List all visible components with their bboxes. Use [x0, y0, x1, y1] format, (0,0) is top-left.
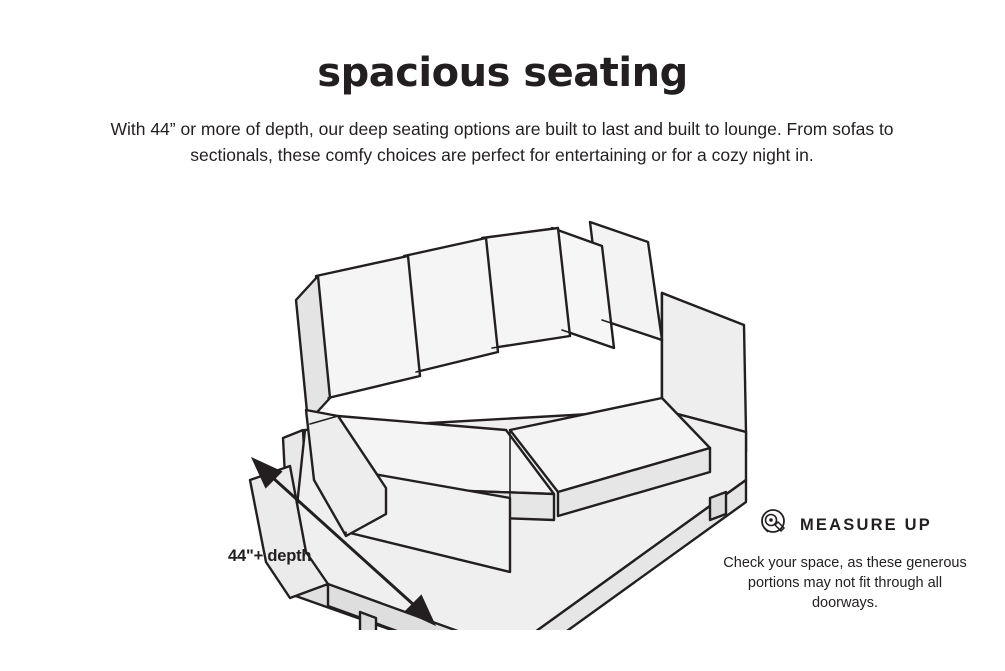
- measure-up-body: Check your space, as these generous portions may not fit through all doorways.: [723, 555, 967, 611]
- measure-up-callout: [715, 508, 975, 613]
- page-subtitle: With 44” or more of depth, our deep seating options are built to last and built to lounge. From sofas to sectionals, these comfy choices are perfect for entertaining or for a cozy night in.: [110, 119, 894, 165]
- depth-measurement-label: 44"+ depth: [228, 547, 312, 565]
- measure-up-title: MEASURE UP: [799, 516, 932, 534]
- page-title: spacious seating: [317, 50, 688, 96]
- tape-measure-icon: [758, 508, 788, 543]
